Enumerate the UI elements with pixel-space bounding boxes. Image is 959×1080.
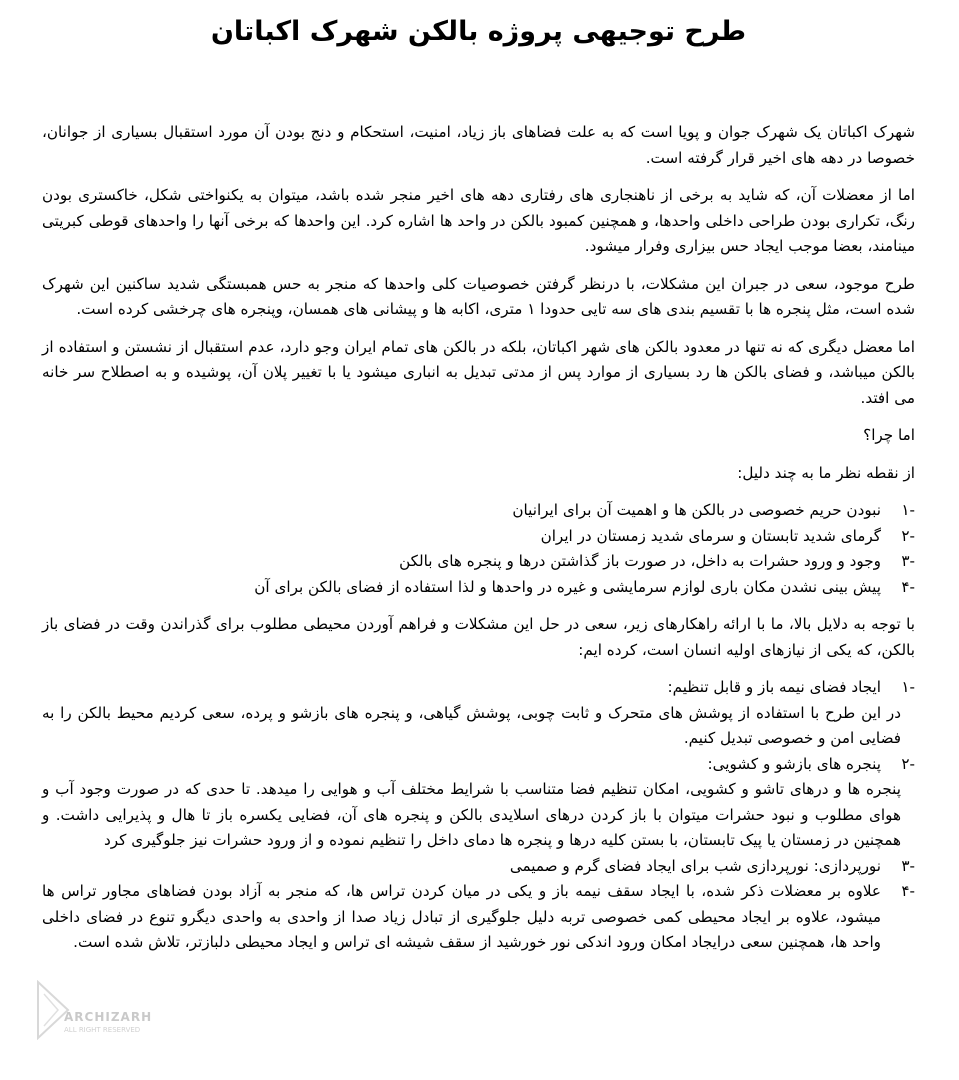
watermark bbox=[34, 980, 153, 1050]
list-text: گرمای شدید تابستان و سرمای شدید زمستان در ایران bbox=[540, 526, 881, 545]
list-item bbox=[42, 752, 915, 854]
list-item bbox=[42, 498, 915, 524]
watermark-name: ARCHIZARH bbox=[64, 1010, 153, 1024]
list-item bbox=[42, 549, 915, 575]
list-text: پیش بینی نشدن مکان باری لوازم سرمایشی و غیره در واحدها و لذا استفاده از فضای بالکن برای آن bbox=[254, 577, 881, 596]
solution-heading: علاوه بر معضلات ذکر شده، با ایجاد سقف نیمه باز و یکی در میان کردن تراس ها، که منجر به آزاد بودن فضاهای مجاور تراس ها میشود، علاوه بر ایجاد محیطی کمی خصوصی تربه دلیل جلوگیری از تبادل زیاد صدا از واحدی به واحدی دیگرو تنوع در فضای داخلی واحد ها، همچنین سعی درایجاد امکان ورود اندکی نور خورشید از سقف شیشه ای تراس و ایجاد محیطی دلبازتر، تلاش شده است. bbox=[42, 882, 881, 951]
list-number: -۱ bbox=[901, 501, 915, 519]
list-item bbox=[42, 575, 915, 601]
paragraph-design: طرح موجود، سعی در جبران این مشکلات، با درنظر گرفتن خصوصیات کلی واحدها که منجر به حس همبستگی شدید ساکنین این شهرک شده است، مثل پنجره ها با تقسیم بندی های سه تایی حدودا ۱ متری، اکابه ها و پیشانی های همسان، وپنجره های چرخشی کرده است. bbox=[42, 274, 915, 318]
paragraph-problems: اما از معضلات آن، که شاید به برخی از ناهنجاری های رفتاری دهه های اخیر منجر شده باشد، میتوان به یکنواختی شکل، خاکستری بودن رنگ، تکراری بودن طراحی داخلی واحدها، و همچنین کمبود بالکن در واحد ها اشاره کرد. این واحدها که برخی آنها را واحدهای قوطی کبریتی مینامند، بعضا موجب ایجاد حس بیزاری وفرار میشود. bbox=[42, 186, 915, 255]
paragraph-reasons-intro: از نقطه نظر ما به چند دلیل: bbox=[737, 463, 915, 482]
list-item bbox=[42, 854, 915, 880]
list-number: -۳ bbox=[901, 856, 915, 875]
list-text: وجود و ورود حشرات به داخل، در صورت باز گذاشتن درها و پنجره های بالکن bbox=[399, 552, 881, 570]
document-title: طرح توجیهی پروژه بالکن شهرک اکباتان bbox=[210, 16, 747, 47]
list-number: -۴ bbox=[901, 577, 915, 596]
list-item bbox=[42, 524, 915, 550]
solution-heading: پنجره های بازشو و کشویی: bbox=[707, 754, 881, 773]
list-number: -۲ bbox=[901, 754, 915, 773]
solutions-list bbox=[42, 675, 915, 956]
paragraph-intro: شهرک اکباتان یک شهرک جوان و پویا است که به علت فضاهای باز زیاد، امنیت، استحکام و دنج بودن آن مورد استقبال بسیاری از جوانان، خصوصا در دهه های اخیر قرار گرفته است. bbox=[42, 123, 915, 167]
list-number: -۱ bbox=[901, 678, 915, 696]
list-text: نبودن حریم خصوصی در بالکن ها و اهمیت آن برای ایرانیان bbox=[512, 501, 881, 519]
solution-heading: نورپردازی: نورپردازی شب برای ایجاد فضای گرم و صمیمی bbox=[509, 856, 881, 875]
paragraph-transition: با توجه به دلایل بالا، ما با ارائه راهکارهای زیر، سعی در حل این مشکلات و فراهم آوردن محیطی مطلوب برای گذراندن وقت در فضای باز بالکن، که یکی از نیازهای اولیه انسان است، کرده ایم: bbox=[42, 615, 915, 659]
list-item bbox=[42, 675, 915, 752]
solution-text: پنجره ها و درهای تاشو و کشویی، امکان تنظیم فضا متناسب با شرایط مختلف آب و هوایی را میدهد. تا حدی که در صورت وجود آب و هوای مطلوب و نبود حشرات میتوان با باز کردن درهای اسلایدی بالکن و پنجره های آن، فضایی یکسره باز تا هال و پذیرایی داشت. و همچنین در زمستان یا پیک تابستان، با بستن کلیه درها و پنجره ها دمای داخل را تنظیم نموده و از ورود حشرات نیز جلوگیری کرد bbox=[42, 780, 901, 849]
watermark-rights: ALL RIGHT RESERVED bbox=[64, 1026, 141, 1034]
list-number: -۲ bbox=[901, 526, 915, 545]
paragraph-question: اما چرا؟ bbox=[863, 426, 915, 444]
list-number: -۳ bbox=[901, 552, 915, 570]
solution-heading: ایجاد فضای نیمه باز و قابل تنظیم: bbox=[667, 678, 881, 696]
paragraph-balcony-issue: اما معضل دیگری که نه تنها در معدود بالکن های شهر اکباتان، بلکه در بالکن های تمام ایران وجو دارد، عدم استقبال از نشستن و استفاده از بالکن میباشد، و فضای بالکن ها رد بسیاری از موارد پس از مدتی تبدیل به انباری میشود یا با تغییر پلان آن، پوشیده و به اصطلاح سر خانه می افتد. bbox=[42, 337, 915, 407]
document-body bbox=[42, 120, 915, 956]
list-item bbox=[42, 879, 915, 956]
solution-text: در این طرح با استفاده از پوشش های متحرک و ثابت چوبی، پوشش گیاهی، و پنجره های بازشو و پرده، سعی کردیم محیط بالکن را به فضایی امن و خصوصی تبدیل کنیم. bbox=[42, 703, 901, 747]
list-number: -۴ bbox=[901, 882, 915, 900]
reasons-list bbox=[42, 498, 915, 600]
